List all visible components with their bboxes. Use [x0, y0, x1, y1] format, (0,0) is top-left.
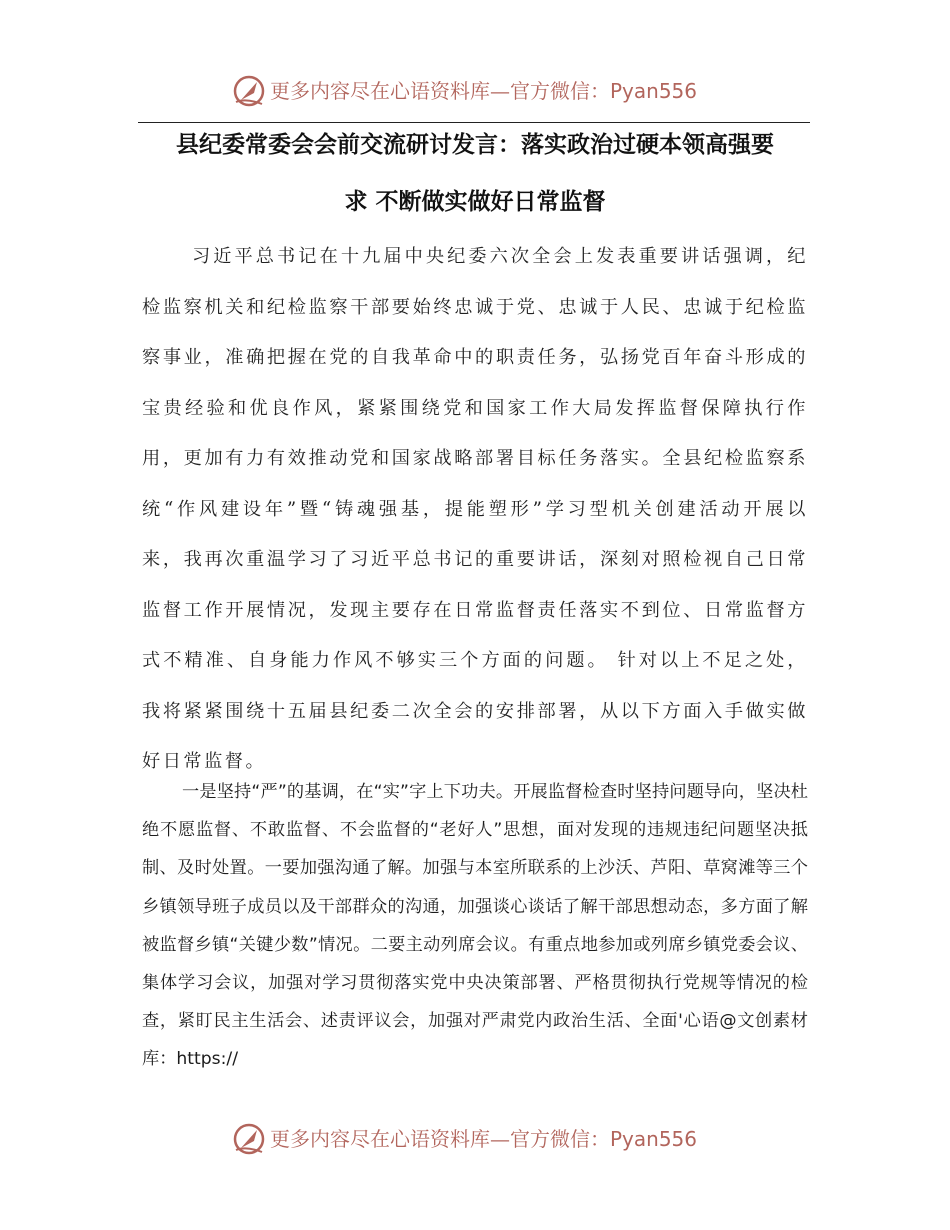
paragraph-2-text: 一是坚持“严”的基调，在“实”字上下功夫。开展监督检查时坚持问题导向，坚决杜绝不愿监督、不敢监督、不会监督的“老好人”思想，面对发现的违规违纪问题坚决抵制、及时处置。一要加强沟通了解。加强与本室所联系的上沙沃、芦阳、草窝滩等三个乡镇领导班子成员以及干部群众的沟通，加强谈心谈话了解干部思想动态，多方面了解被监督乡镇“关键少数”情况。二要主动列席会议。有重点地参加或列席乡镇党委会议、集体学习会议，加强对学习贯彻落实党中央决策部署、严格贯彻执行党规等情况的检查，紧盯民主生活会、述责评议会，加强对严肃党内政治生活、全面'心语@文创素材库：https:// [142, 782, 808, 1070]
body-paragraph-1 [142, 232, 808, 788]
watermark-label: 更多内容尽在心语资料库—官方微信： [270, 1127, 610, 1151]
paragraph-1-text: 习近平总书记在十九届中央纪委六次全会上发表重要讲话强调，纪检监察机关和纪检监察干部要始终忠诚于党、忠诚于人民、忠诚于纪检监察事业，准确把握在党的自我革命中的职责任务，弘扬党百年奋斗形成的宝贵经验和优良作风，紧紧围绕党和国家工作大局发挥监督保障执行作用，更加有力有效推动党和国家战略部署目标任务落实。全县纪检监察系统“作风建设年”暨“铸魂强基，提能塑形”学习型机关创建活动开展以来，我再次重温学习了习近平总书记的重要讲话，深刻对照检视自己日常监督工作开展情况，发现主要存在日常监督责任落实不到位、日常监督方式不精准、自身能力作风不够实三个方面的问题。 针对以上不足之处，我将紧紧围绕十五届县纪委二次全会的安排部署，从以下方面入手做实做好日常监督。 [142, 246, 808, 772]
watermark-banner-bottom [0, 1120, 950, 1160]
quill-logo-icon [232, 1122, 266, 1156]
watermark-text [270, 1126, 697, 1152]
header-rule [138, 122, 810, 123]
watermark-label: 更多内容尽在心语资料库—官方微信： [270, 79, 610, 103]
document-title-line1: 县纪委常委会会前交流研讨发言：落实政治过硬本领高强要 [176, 132, 774, 158]
document-title-line2: 求 不断做实做好日常监督 [344, 189, 606, 215]
quill-logo-icon [232, 74, 266, 108]
watermark-banner-top [0, 72, 950, 112]
wechat-id: Pyan556 [610, 1127, 698, 1151]
body-paragraph-2 [142, 773, 808, 1079]
watermark-text [270, 78, 697, 104]
wechat-id: Pyan556 [610, 79, 698, 103]
